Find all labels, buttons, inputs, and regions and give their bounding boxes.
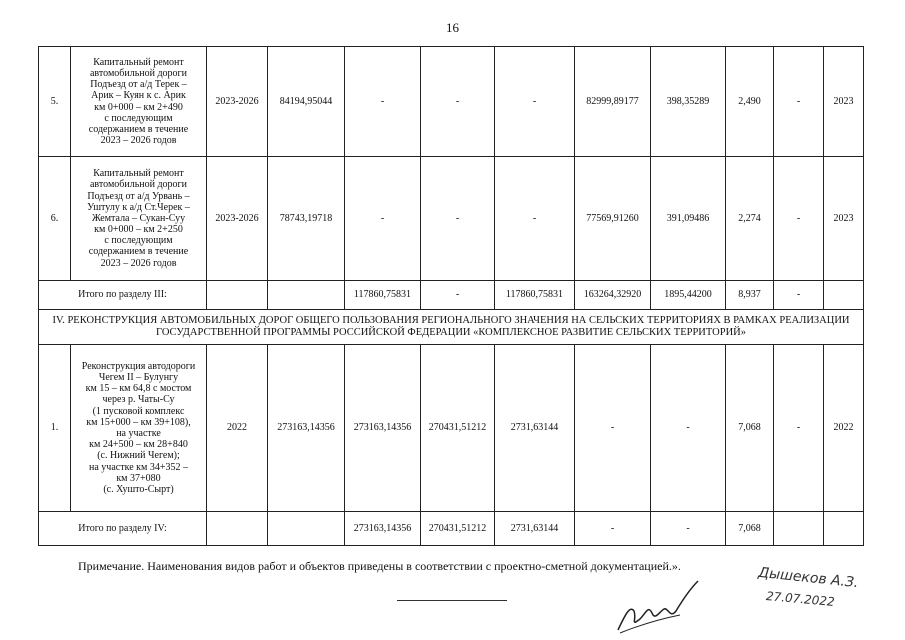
object-description: Капитальный ремонт автомобильной дороги Подъезд от а/д Урвань – Уштулу к а/д Ст.Черек – Жемтала – Сукан-Суу км 0+000 – км 2+250 с последующим содержанием в течение 2023 – 2026 годов	[71, 157, 207, 281]
section-total-row	[39, 512, 864, 546]
value-cell: -	[495, 47, 575, 157]
year-cell: 2023	[824, 47, 864, 157]
total-cost-cell: 84194,95044	[268, 47, 345, 157]
empty-cell	[774, 512, 824, 546]
empty-cell	[207, 512, 268, 546]
period-cell: 2022	[207, 345, 268, 512]
value-cell: -	[774, 47, 824, 157]
value-cell: 273163,14356	[345, 345, 421, 512]
value-cell: -	[774, 157, 824, 281]
value-cell: 7,068	[726, 345, 774, 512]
value-cell: 82999,89177	[575, 47, 651, 157]
section-heading-row	[39, 310, 864, 345]
table-row	[39, 345, 864, 512]
object-description: Капитальный ремонт автомобильной дороги Подъезд от а/д Терек – Арик – Куян к с. Арик км 0+000 – км 2+490 с последующим содержанием в течение 2023 – 2026 годов	[71, 47, 207, 157]
object-description: Реконструкция автодороги Чегем II – Булунгу км 15 – км 64,8 с мостом через р. Чаты-Су (1 пусковой комплекс км 15+000 – км 39+108), на участке км 24+500 – км 28+840 (с. Нижний Чегем); на участке км 34+352 – км 37+080 (с. Хушто-Сырт)	[71, 345, 207, 512]
empty-cell	[268, 512, 345, 546]
period-cell: 2023-2026	[207, 157, 268, 281]
value-cell: -	[774, 281, 824, 310]
total-cost-cell: 273163,14356	[268, 345, 345, 512]
row-number: 1.	[39, 345, 71, 512]
value-cell: -	[421, 157, 495, 281]
section-total-row	[39, 281, 864, 310]
footnote: Примечание. Наименования видов работ и объектов приведены в соответствии с проектно-сметной документацией.».	[78, 559, 681, 573]
empty-cell	[824, 512, 864, 546]
value-cell: 273163,14356	[345, 512, 421, 546]
value-cell: 7,068	[726, 512, 774, 546]
value-cell: -	[421, 281, 495, 310]
value-cell: 8,937	[726, 281, 774, 310]
empty-cell	[824, 281, 864, 310]
period-cell: 2023-2026	[207, 47, 268, 157]
table-row	[39, 47, 864, 157]
value-cell: -	[495, 157, 575, 281]
value-cell: -	[651, 345, 726, 512]
value-cell: -	[345, 157, 421, 281]
handwritten-name: Дышеков А.З.	[757, 564, 860, 592]
value-cell: 391,09486	[651, 157, 726, 281]
empty-cell	[207, 281, 268, 310]
value-cell: 117860,75831	[495, 281, 575, 310]
signature-image	[600, 575, 720, 635]
divider-line	[397, 600, 507, 601]
value-cell: 77569,91260	[575, 157, 651, 281]
page-number: 16	[446, 20, 459, 35]
section-total-label: Итого по разделу III:	[39, 281, 207, 310]
year-cell: 2023	[824, 157, 864, 281]
value-cell: -	[651, 512, 726, 546]
objects-table	[38, 46, 864, 546]
table-row	[39, 157, 864, 281]
value-cell: -	[421, 47, 495, 157]
empty-cell	[268, 281, 345, 310]
value-cell: 398,35289	[651, 47, 726, 157]
value-cell: 2,490	[726, 47, 774, 157]
value-cell: -	[774, 345, 824, 512]
value-cell: -	[575, 345, 651, 512]
row-number: 5.	[39, 47, 71, 157]
value-cell: 2731,63144	[495, 512, 575, 546]
handwritten-date: 27.07.2022	[765, 589, 836, 609]
year-cell: 2022	[824, 345, 864, 512]
total-cost-cell: 78743,19718	[268, 157, 345, 281]
value-cell: -	[575, 512, 651, 546]
value-cell: 2731,63144	[495, 345, 575, 512]
section-heading: IV. РЕКОНСТРУКЦИЯ АВТОМОБИЛЬНЫХ ДОРОГ ОБЩЕГО ПОЛЬЗОВАНИЯ РЕГИОНАЛЬНОГО ЗНАЧЕНИЯ НА СЕЛЬСКИХ ТЕРРИТОРИЯХ В РАМКАХ РЕАЛИЗАЦИИ ГОСУДАРСТВЕННОЙ ПРОГРАММЫ РОССИЙСКОЙ ФЕДЕРАЦИИ «КОМПЛЕКСНОЕ РАЗВИТИЕ СЕЛЬСКИХ ТЕРРИТОРИЙ»	[39, 310, 864, 345]
value-cell: 270431,51212	[421, 512, 495, 546]
section-total-label: Итого по разделу IV:	[39, 512, 207, 546]
row-number: 6.	[39, 157, 71, 281]
value-cell: 117860,75831	[345, 281, 421, 310]
value-cell: 163264,32920	[575, 281, 651, 310]
value-cell: 1895,44200	[651, 281, 726, 310]
value-cell: 270431,51212	[421, 345, 495, 512]
value-cell: -	[345, 47, 421, 157]
value-cell: 2,274	[726, 157, 774, 281]
